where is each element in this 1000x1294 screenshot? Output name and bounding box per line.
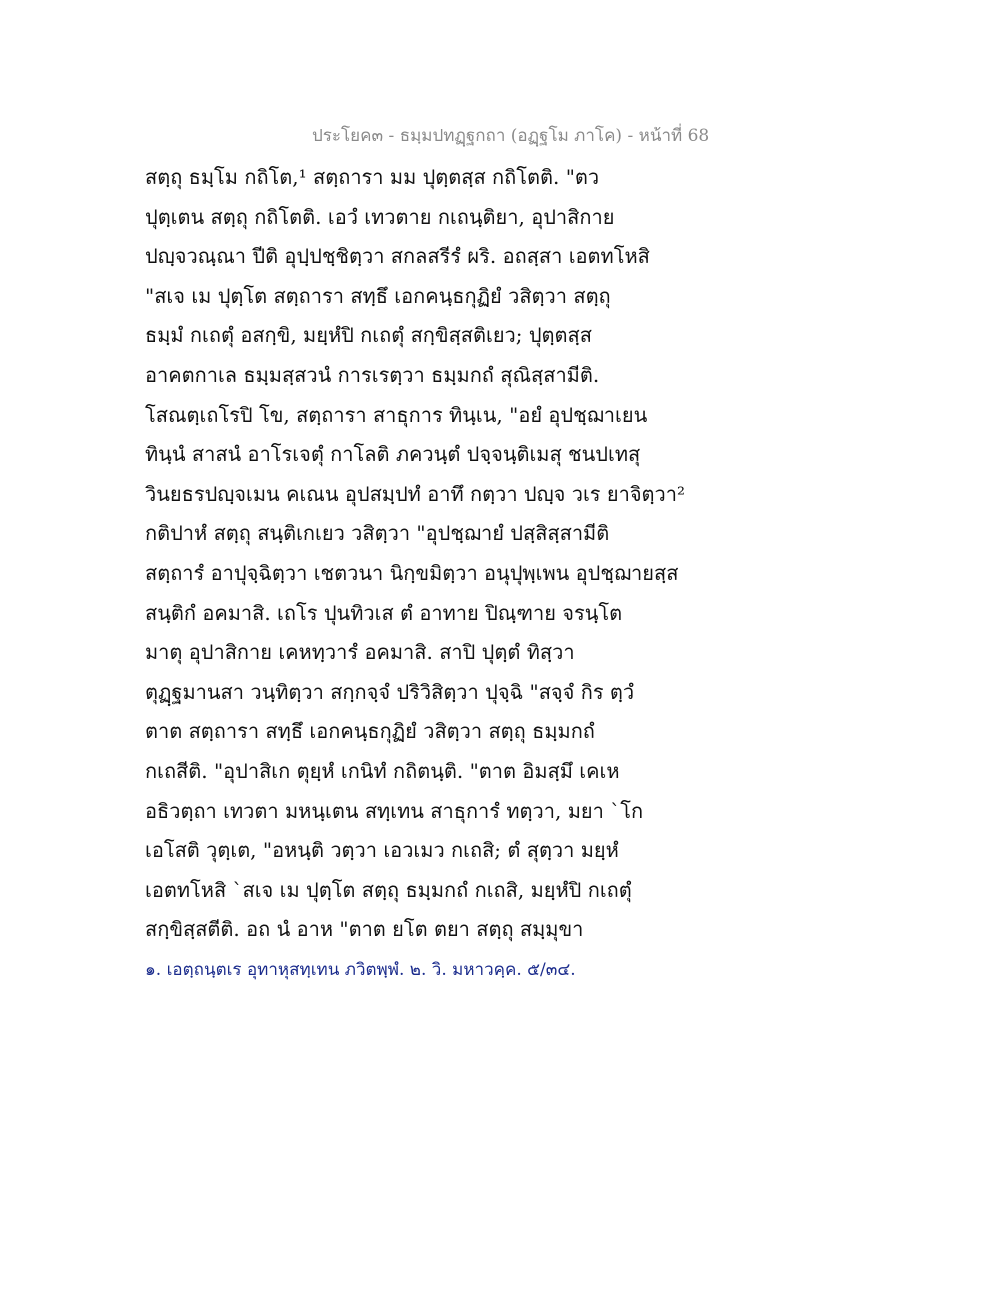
body-line: ตุฏฺฐมานสา วนฺทิตฺวา สกฺกจฺจํ ปริวิสิตฺวา ปุจฺฉิ "สจฺจํ กิร ตฺวํ <box>145 679 635 704</box>
body-line: มาตุ อุปาสิกาย เคหทฺวารํ อคมาสิ. สาปิ ปุตฺตํ ทิสฺวา <box>145 640 575 665</box>
body-text <box>145 158 685 950</box>
body-line: เอตทโหสิ `สเจ เม ปุตฺโต สตฺถุ ธมฺมกถํ กเถสิ, มยฺหํปิ กเถตุํ <box>145 877 632 902</box>
body-line: เอโสติ วุตฺเต, "อหนฺติ วตฺวา เอวเมว กเถสิ; ตํ สุตฺวา มยฺหํ <box>145 838 619 863</box>
body-line: สตฺถุ ธมฺโม กถิโต,¹ สตฺถารา มม ปุตฺตสฺส กถิโตติ. "ตว <box>145 165 600 189</box>
body-line: กเถสีติ. "อุปาสิเก ตุยฺหํ เกนิทํ กถิตนฺติ. "ตาต อิมสฺมึ เคเห <box>145 758 620 783</box>
body-line: กติปาหํ สตฺถุ สนฺติเกเยว วสิตฺวา "อุปชฺฌายํ ปสฺสิสฺสามีติ <box>145 521 610 546</box>
body-line: ธมฺมํ กเถตุํ อสกฺขิ, มยฺหํปิ กเถตุํ สกฺขิสฺสติเยว; ปุตฺตสฺส <box>145 323 592 348</box>
body-line: ตาต สตฺถารา สทฺธึ เอกคนฺธกุฏิยํ วสิตฺวา สตฺถุ ธมฺมกถํ <box>145 719 595 744</box>
body-line: สกฺขิสฺสตีติ. อถ นํ อาห "ตาต ยโต ตยา สตฺถุ สมฺมุขา <box>145 917 584 942</box>
body-line: ปญฺจวณฺณา ปีติ อุปฺปชฺชิตฺวา สกลสรีรํ ผริ. อถสฺสา เอตทโหสิ <box>145 244 650 269</box>
body-line: วินยธรปญฺจเมน คเณน อุปสมฺปทํ อาทึ กตฺวา ปญฺจ วเร ยาจิตฺวา² <box>145 481 685 506</box>
body-line: "สเจ เม ปุตฺโต สตฺถารา สทฺธึ เอกคนฺธกุฏิยํ วสิตฺวา สตฺถุ <box>145 283 611 308</box>
body-line: อธิวตฺถา เทวตา มหนฺเตน สทฺเทน สาธุการํ ทตฺวา, มยา `โก <box>145 798 644 823</box>
body-line: ทินฺนํ สาสนํ อาโรเจตุํ กาโลติ ภควนฺตํ ปจฺจนฺติเมสุ ชนปเทสุ <box>145 442 641 467</box>
body-line: สตฺถารํ อาปุจฺฉิตฺวา เชตวนา นิกฺขมิตฺวา อนุปุพฺเพน อุปชฺฌายสฺส <box>145 560 679 585</box>
body-line: โสณตฺเถโรปิ โข, สตฺถารา สาธุการ ทินฺเน, "อยํ อุปชฺฌาเยน <box>145 402 648 427</box>
running-header: ประโยค๓ - ธมฺมปทฏฺฐกถา (อฏฺฐโม ภาโค) - หน้าที่ 68 <box>312 126 710 146</box>
footnote: ๑. เอตฺถนฺตเร อุทาหุสทฺเทน ภวิตพฺพํ. ๒. วิ. มหาวคฺค. ๕/๓๔. <box>145 960 576 980</box>
body-line: อาคตกาเล ธมฺมสฺสวนํ การเรตฺวา ธมฺมกถํ สุณิสฺสามีติ. <box>145 362 600 387</box>
body-line: สนฺติกํ อคมาสิ. เถโร ปุนทิวเส ตํ อาทาย ปิณฺฑาย จรนฺโต <box>145 600 623 625</box>
body-line: ปุตฺเตน สตฺถุ กถิโตติ. เอวํ เทวตาย กเถนฺติยา, อุปาสิกาย <box>145 204 615 229</box>
